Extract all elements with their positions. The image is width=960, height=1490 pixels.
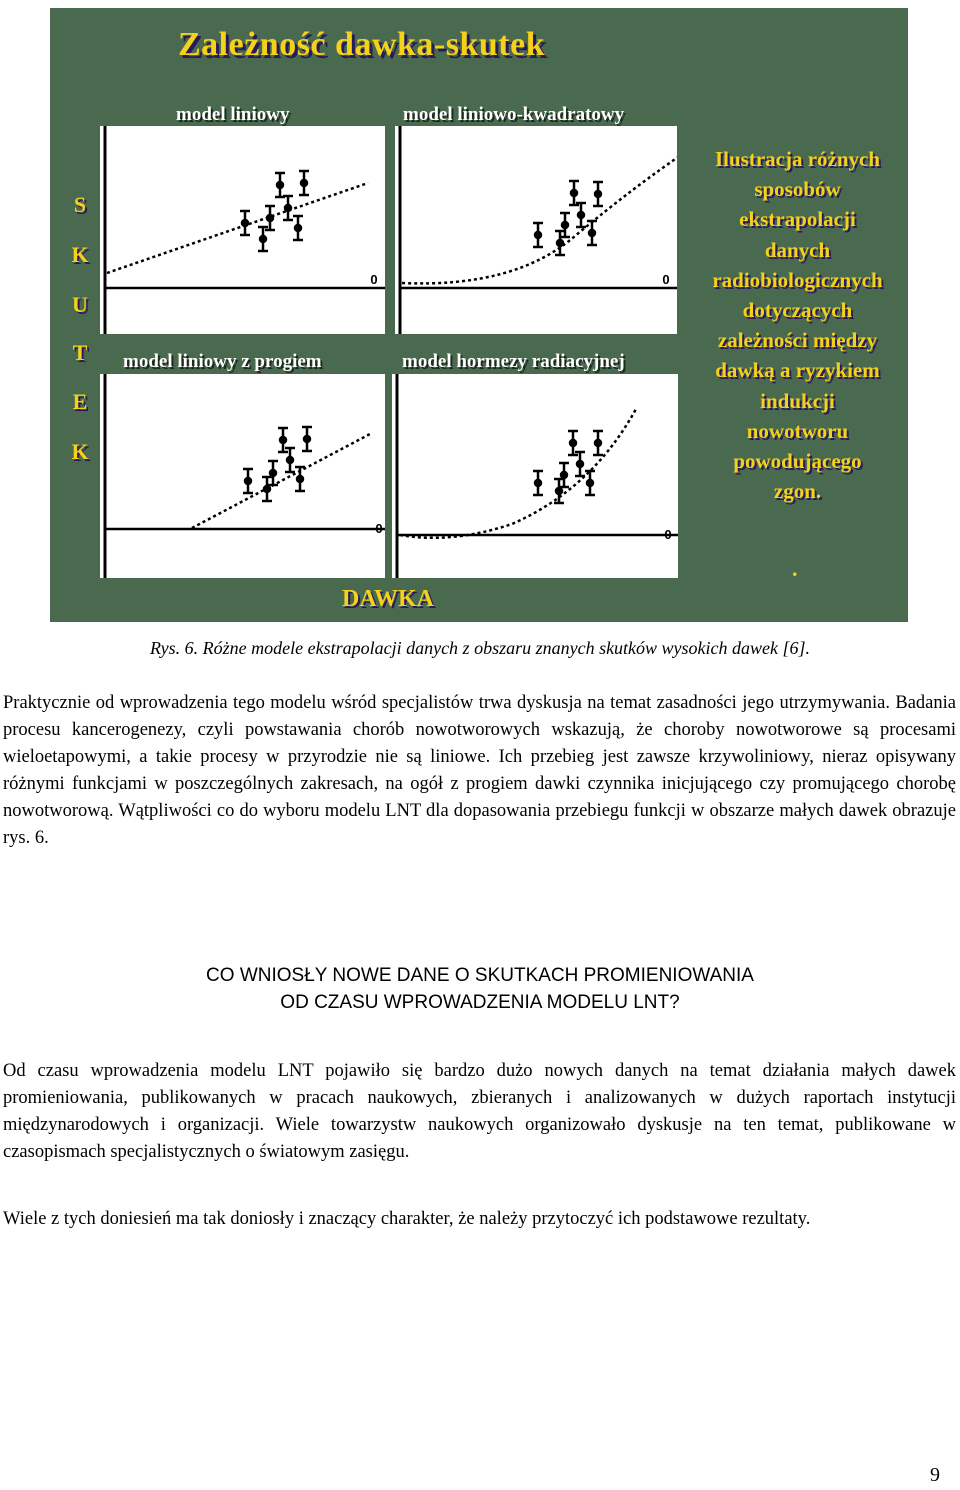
side-text-line: powodującego [733, 449, 862, 474]
section-heading-line: OD CZASU WPROWADZENIA MODELU LNT? [280, 992, 680, 1013]
side-text-line: dawką a ryzykiem [715, 358, 880, 383]
y-axis-letter: S [73, 192, 87, 217]
figure-title: Zależność dawka-skutek [178, 26, 546, 63]
y-axis-letter: U [72, 292, 88, 317]
panel-label-linear: model liniowy [176, 104, 290, 125]
side-text-line: ekstrapolacji [739, 207, 856, 232]
side-text-line: danych [764, 237, 831, 262]
side-text-line: zgon. [773, 479, 822, 504]
panel-linear-quadratic [395, 126, 677, 334]
dot-mark: . [792, 556, 798, 581]
panel-label-linear-quadratic: model liniowo-kwadratowy [403, 104, 625, 125]
side-text-line: radiobiologicznych [712, 267, 883, 292]
origin-label: 0 [370, 272, 378, 287]
paragraph: Wiele z tych doniesień ma tak doniosły i znaczący charakter, że należy przytoczyć ich podstawowe rezultaty. [3, 1209, 811, 1229]
origin-label: 0 [664, 527, 672, 542]
side-text-line: nowotworu [746, 418, 849, 443]
y-axis-letter: E [72, 389, 88, 414]
paragraph: Od czasu wprowadzenia modelu LNT pojawiło się bardzo dużo nowych danych na temat działania małych dawek promieniowania, publikowanych w pracach naukowych, zbieranych i analizowanych w dużych raportach instytucji międzynarodowych i organizacji. Wiele towarzystw naukowych organizowało dyskusje na ten temat, publikowane w czasopismach specjalistycznych o światowym zasięgu. [3, 1061, 956, 1162]
origin-label: 0 [662, 272, 670, 287]
figure-side-description [690, 144, 905, 506]
paragraph: Praktycznie od wprowadzenia tego modelu wśród specjalistów trwa dyskusja na temat zasadności jego utrzymywania. Badania procesu kancerogenezy, czyli powstawania chorób nowotworowych wskazują, że choroby nowotworowe są procesami wieloetapowymi, a takie procesy w przyrodzie nie są liniowe. Ich przebieg jest zawsze krzywoliniowy, nieraz opisywany różnymi funkcjami w poszczególnych zakresach, na ogół z progiem dawki czynnika inicjującego czy promującego chorobę nowotworową. Wątpliwości co do wyboru modelu LNT dla dopasowania przebiegu funkcji w obszarze małych dawek obrazuje rys. 6. [3, 693, 956, 848]
figure-caption: Rys. 6. Różne modele ekstrapolacji danych z obszaru znanych skutków wysokich dawek [6]. [149, 638, 811, 658]
figure-slide [50, 8, 908, 622]
side-text-line: zależności między [717, 328, 878, 353]
panel-linear [100, 126, 385, 334]
page-number: 9 [930, 1464, 940, 1486]
side-text-line: indukcji [760, 388, 835, 413]
y-axis-letter: K [71, 439, 89, 464]
panel-label-hormesis: model hormezy radiacyjnej [402, 351, 625, 372]
panel-label-threshold: model liniowy z progiem [123, 351, 322, 372]
section-heading [0, 962, 960, 1016]
side-text-line: Ilustracja różnych [714, 147, 881, 171]
side-text-line: dotyczących [742, 298, 853, 323]
x-axis-label: DAWKA [342, 586, 435, 612]
y-axis-letter: K [71, 242, 89, 267]
side-text-line: sposobów [754, 177, 841, 202]
panel-threshold [100, 374, 385, 578]
panel-hormesis [392, 374, 678, 578]
origin-label: 0 [375, 521, 383, 536]
section-heading-line: CO WNIOSŁY NOWE DANE O SKUTKACH PROMIENIOWANIA [206, 965, 754, 986]
y-axis-letter: T [72, 340, 88, 365]
